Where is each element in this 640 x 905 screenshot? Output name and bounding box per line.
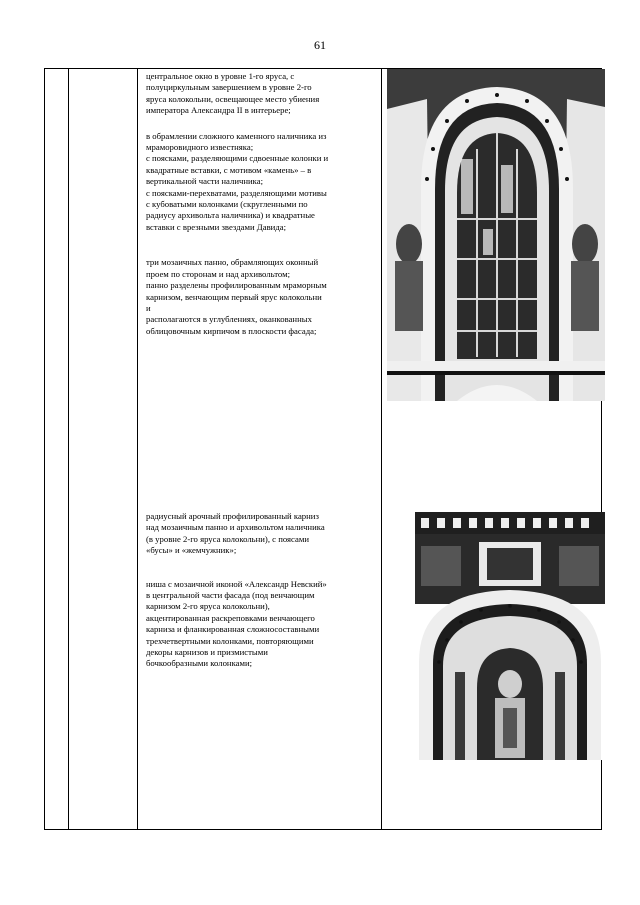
- document-table: [44, 68, 602, 830]
- column-divider: [68, 69, 69, 829]
- facade-window-photo: [387, 69, 605, 401]
- text-block: три мозаичных панно, обрамляющих оконный проем по сторонам и над архивольтом; панно разделены профилированным мраморным карнизом, венчающим первый ярус колокольни и располагаются в углублениях, оканкованных облицовочным кирпичом в плоскости фасада;: [146, 257, 327, 336]
- description-text-top: [146, 71, 382, 347]
- text-block: в обрамлении сложного каменного наличника из мраморовидного известняка; с поясками, разделяющими сдвоенные колонки и квадратные вставки, с мотивом «камень» – в вертикальной части наличника; с поясками-перехватами, разделяющими мотивы с кубоватыми колонками (скругленными по радиусу архивольта наличника) и квадратные вставки с врезными звездами Давида;: [146, 130, 329, 232]
- description-text-bottom: [146, 511, 382, 680]
- column-divider: [137, 69, 138, 829]
- text-block: радиусный арочный профилированный карниз над мозаичным панно и архивольтом наличника (в уровне 2-го яруса колокольни), с поясами «бусы» и «жемчужник»;: [146, 511, 325, 556]
- text-block: центральное окно в уровне 1-го яруса, с полуциркульным завершением в уровне 2-го яруса колокольни, освещающее место убиения императора Александра II в интерьере;: [146, 71, 320, 116]
- page-number: 61: [314, 38, 326, 52]
- text-block: ниша с мозаичной иконой «Александр Невский» в центральной части фасада (под венчающим карнизом 2-го яруса колокольни), акцентированная раскреповками венчающего карниза и фланкированная сложносоставными трехчетвертными колонками, повторяющими декоры карнизов и призмистыми бочкообразными колонками;: [146, 578, 327, 669]
- facade-niche-photo: [415, 512, 605, 760]
